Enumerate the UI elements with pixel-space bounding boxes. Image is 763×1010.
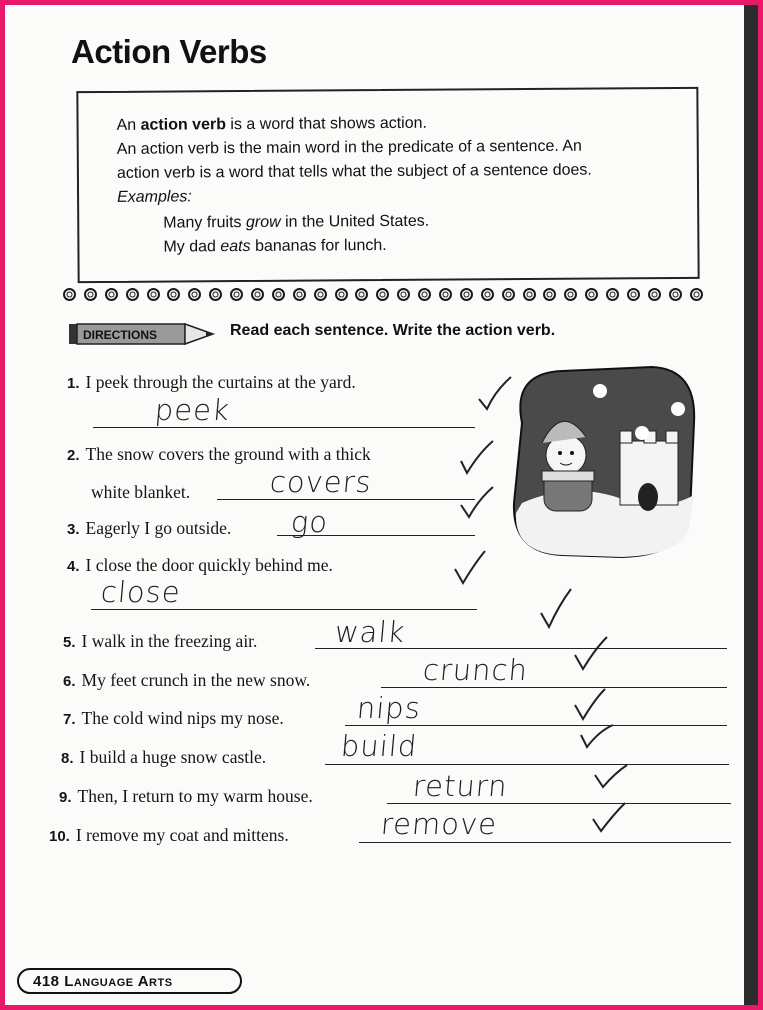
spiral-binding-edge: [744, 5, 758, 1005]
spiral-ring-icon: [126, 288, 139, 301]
spiral-ring-icon: [84, 288, 97, 301]
spiral-ring-icon: [272, 288, 285, 301]
answer-1: peek: [153, 393, 232, 427]
spiral-ring-icon: [606, 288, 619, 301]
spiral-ring-icon: [418, 288, 431, 301]
answer-5: walk: [333, 615, 407, 649]
checkmark-icon: [591, 763, 631, 793]
checkmark-icon: [571, 685, 611, 725]
spiral-ring-icon: [502, 288, 515, 301]
answer-9: return: [411, 769, 510, 803]
spiral-ring-icon: [648, 288, 661, 301]
answer-line-8[interactable]: [325, 764, 729, 765]
spiral-ring-icon: [355, 288, 368, 301]
rule-line-3: action verb is a word that tells what the subject of a sentence does.: [116, 161, 592, 182]
spiral-ring-icon: [376, 288, 389, 301]
spiral-ring-icon: [627, 288, 640, 301]
page-number: 418: [33, 972, 60, 990]
question-8: 8. I build a huge snow castle.: [61, 747, 267, 767]
checkmark-icon: [589, 801, 629, 835]
answer-line-6[interactable]: [381, 687, 727, 688]
answer-line-9[interactable]: [387, 803, 731, 804]
answer-line-1[interactable]: [93, 427, 475, 428]
directions-tag: DIRECTIONS: [83, 328, 158, 342]
answer-7: nips: [355, 691, 423, 725]
question-2-line-2: white blanket.: [91, 482, 191, 502]
directions-pencil-icon: [67, 321, 217, 347]
question-1: 1. I peek through the curtains at the yard.: [67, 372, 356, 392]
spiral-ring-icon: [585, 288, 598, 301]
spiral-ring-icon: [690, 288, 703, 301]
spiral-ring-icon: [460, 288, 473, 301]
spiral-ring-icon: [523, 288, 536, 301]
example-1: Many fruits grow in the United States.: [163, 212, 430, 232]
answer-2: covers: [268, 465, 374, 499]
spiral-ring-icon: [209, 288, 222, 301]
page-title: Action Verbs: [71, 33, 267, 70]
answer-line-7[interactable]: [345, 725, 727, 726]
spiral-ring-icon: [481, 288, 494, 301]
example-2: My dad eats bananas for lunch.: [163, 237, 387, 256]
spiral-ring-icon: [397, 288, 410, 301]
question-6: 6. My feet crunch in the new snow.: [63, 670, 311, 690]
answer-6: crunch: [421, 653, 530, 687]
page-footer: [17, 968, 242, 994]
spiral-ring-icon: [63, 288, 76, 301]
question-9: 9. Then, I return to my warm house.: [59, 786, 313, 806]
checkmark-icon: [451, 549, 491, 589]
checkmark-icon: [457, 483, 497, 523]
spiral-ring-icon: [543, 288, 556, 301]
snow-scene-illustration: [502, 363, 700, 559]
checkmark-icon: [537, 587, 577, 631]
worksheet-page: [5, 5, 758, 1005]
answer-4: close: [99, 575, 183, 609]
question-10: 10. I remove my coat and mittens.: [49, 825, 289, 845]
spiral-ring-icon: [439, 288, 452, 301]
spiral-ring-icon: [188, 288, 201, 301]
answer-8: build: [339, 729, 419, 763]
spiral-ring-icon: [230, 288, 243, 301]
answer-3: go: [289, 505, 330, 539]
checkmark-icon: [457, 437, 497, 477]
answer-line-10[interactable]: [359, 842, 731, 843]
spiral-ring-icon: [314, 288, 327, 301]
question-7: 7. The cold wind nips my nose.: [63, 708, 284, 728]
answer-line-4[interactable]: [91, 609, 477, 610]
spiral-ring-icon: [564, 288, 577, 301]
spiral-ring-icon: [293, 288, 306, 301]
rule-line-1: An action verb is a word that shows action.: [116, 114, 427, 134]
examples-label: Examples:: [117, 188, 192, 206]
spiral-ring-icon: [251, 288, 264, 301]
checkmark-icon: [571, 633, 611, 673]
spiral-ring-icon: [147, 288, 160, 301]
spiral-ring-icon: [669, 288, 682, 301]
answer-line-2[interactable]: [217, 499, 475, 500]
rule-line-2: An action verb is the main word in the predicate of a sentence. An: [116, 137, 582, 158]
question-4: 4. I close the door quickly behind me.: [67, 555, 333, 575]
spiral-ring-icon: [335, 288, 348, 301]
checkmark-icon: [577, 721, 617, 751]
footer-label: Language Arts: [64, 972, 173, 990]
question-5: 5. I walk in the freezing air.: [63, 631, 258, 651]
spiral-ring-icon: [167, 288, 180, 301]
directions-text: Read each sentence. Write the action verb.: [230, 322, 556, 339]
spiral-divider: [63, 288, 703, 304]
answer-10: remove: [379, 807, 499, 841]
question-3: 3. Eagerly I go outside.: [67, 518, 232, 538]
question-2: 2. The snow covers the ground with a thick: [67, 444, 371, 464]
spiral-ring-icon: [105, 288, 118, 301]
rule-box: [76, 87, 699, 283]
